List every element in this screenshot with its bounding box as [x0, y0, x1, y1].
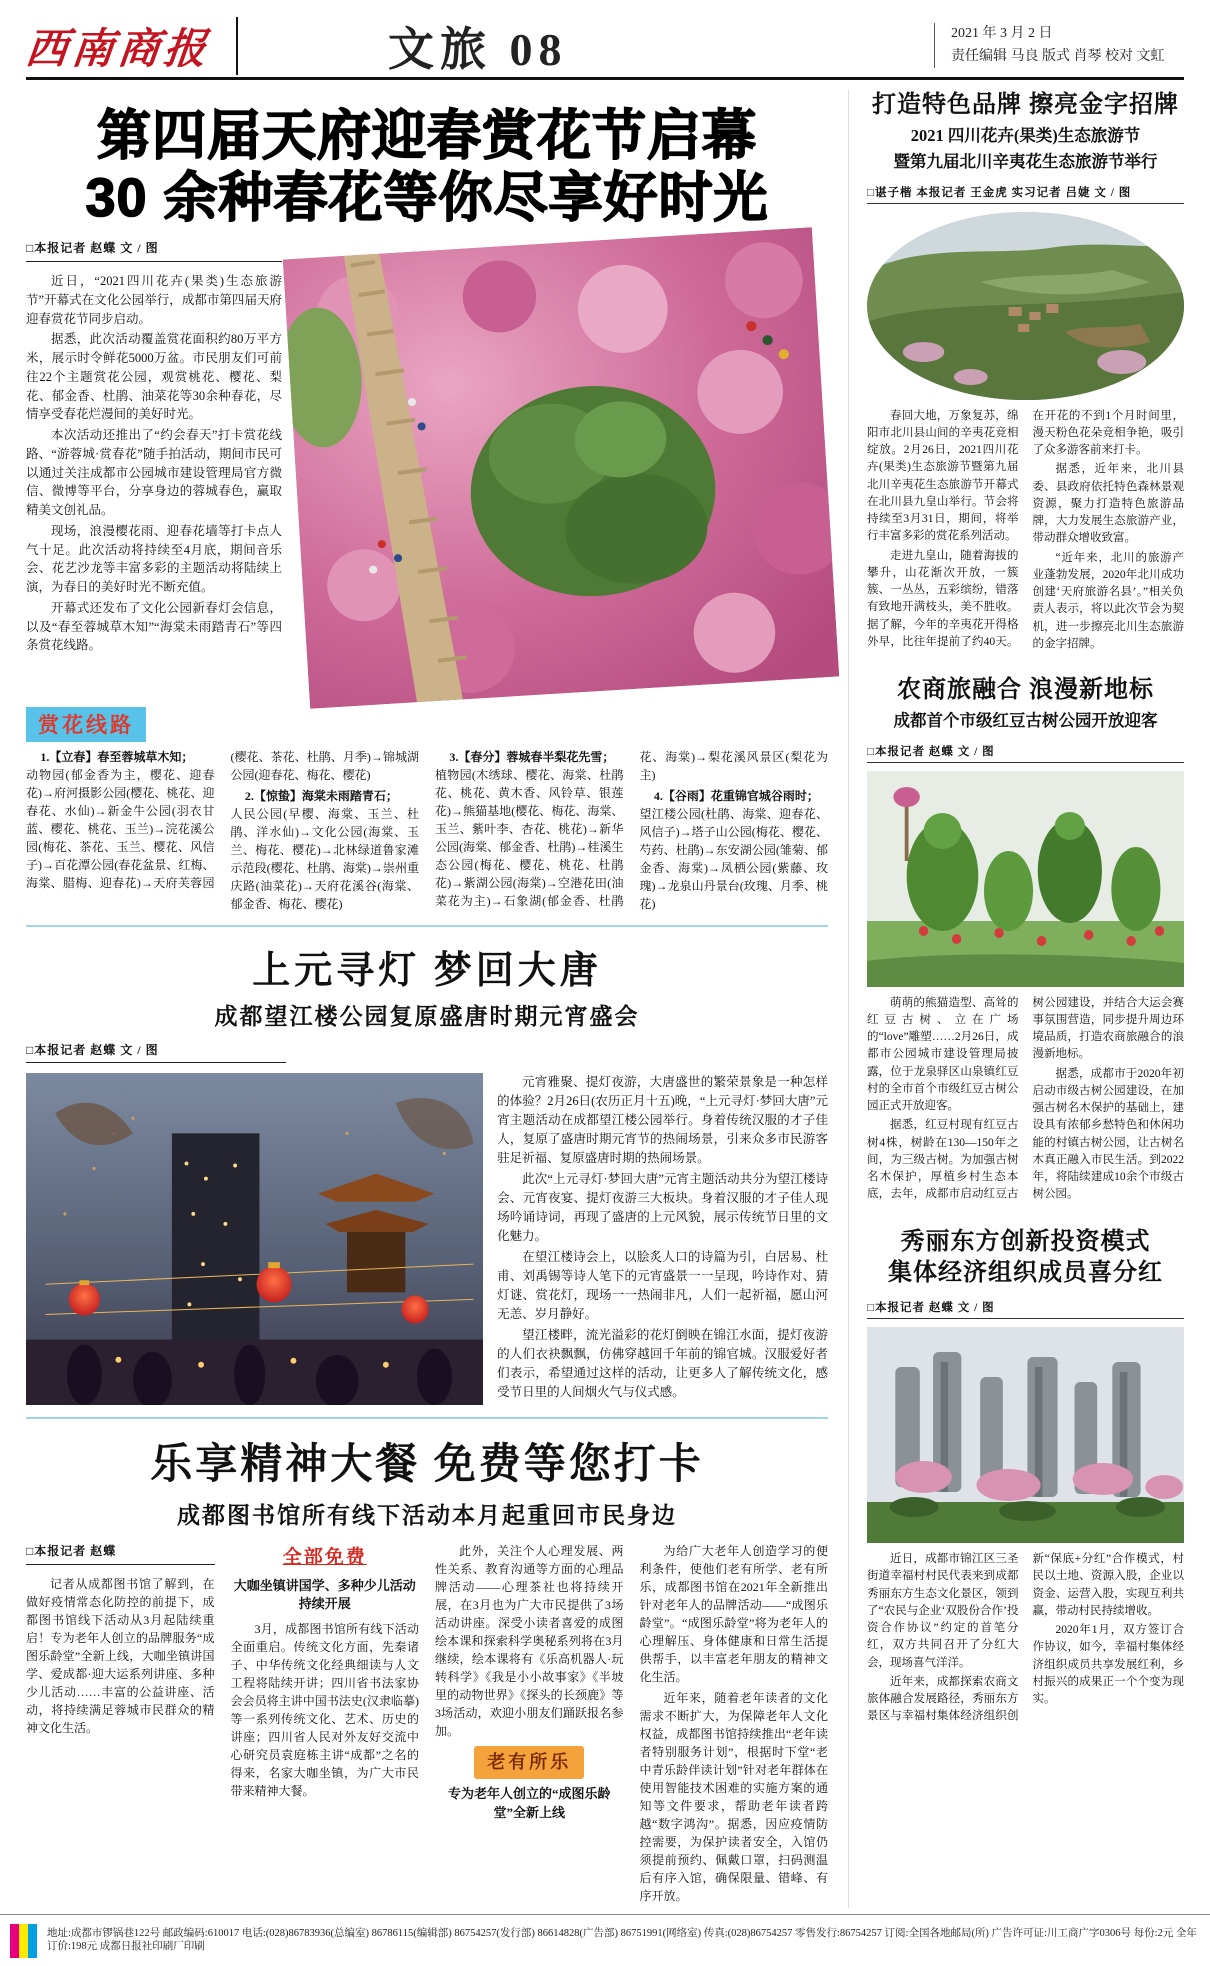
library-column4-text: 近年来，随着老年读者的文化需求不断扩大，为保障老年人文化权益，成都图书馆持续推出“老年读者特别服务计划”，根据时下堂“老中青乐龄伴读计划”针对老年群体在使用智能技术困难的实施方案的通知等文件要求，帮助老年读者跨越“数字鸿沟”。据悉，因应疫情防控需要，为保护读者安全，入馆仍须提前预约、佩戴口罩，扫码测温后有序入馆，确保限量、错峰、有序开放。: [639, 1691, 828, 1904]
main-article-paragraph: 本次活动还推出了“约会春天”打卡赏花线路、“游蓉城·赏春花”随手拍活动，期间市民可以通过关注成都市公园城市建设管理局官方微信、微博等平台，分享身边的蓉城春色，赢取精美文创礼品。: [26, 428, 282, 518]
lantern-paragraph: 元宵雅聚、提灯夜游，大唐盛世的繁荣景象是一种怎样的体验？2月26日(农历正月十五)晚，“上元寻灯·梦回大唐”元宵主题活动在成都望江楼公园举行。身着传统汉服的才子佳人，复原了盛唐时期元宵节的热闹场景，引来众多市民游客驻足祈福、复原盛唐时期的热闹场景。: [497, 1075, 828, 1166]
lantern-paragraph: 此次“上元寻灯·梦回大唐”元宵主题活动共分为望江楼诗会、元宵夜宴、提灯夜游三大板块。身着汉服的才子佳人现场吟诵诗词，再现了盛唐的上元风貌，展示传统节日里的文化魅力。: [497, 1172, 828, 1244]
mountain-village-photo-art: [867, 212, 1184, 400]
library-column-2: [231, 1542, 420, 1908]
brand-article: [867, 90, 1184, 653]
flower-routes-list: [26, 748, 828, 913]
dividend-headline-line2: 集体经济组织成员喜分红: [888, 1259, 1163, 1286]
scenic-rocks-photo: [867, 1327, 1184, 1543]
route-path: 望江楼公园(杜鹃、海棠、迎春花、风信子)→塔子山公园(梅花、樱花、芍药、杜鹃)→东安湖公园(雏菊、郁金香、海棠)→凤栖公园(紫藤、玫瑰)→龙泉山丹景台(玫瑰、月季、桃花): [639, 807, 828, 912]
library-subhead: 成都图书馆所有线下活动本月起重回市民身边: [177, 1503, 677, 1529]
lantern-article: [26, 939, 828, 1405]
redbean-article: [867, 675, 1184, 1204]
route-title: 2.【惊蛰】海棠未雨踏青石；: [244, 789, 398, 804]
library-column-3: [435, 1542, 624, 1908]
brand-subhead-line1: 2021 四川花卉(果类)生态旅游节: [910, 126, 1141, 146]
route-path: 人民公园(早樱、海棠、玉兰、杜鹃、洋水仙)→文化公园(海棠、玉兰、梅花、樱花)→北林绿道鲁家滩示范段(樱花、杜鹃、海棠)→崇州重庆路(油菜花)→天府花溪谷(海棠、郁金香、梅花、樱花): [230, 807, 419, 912]
lantern-paragraph: 望江楼畔，流光溢彩的花灯倒映在锦江水面，提灯夜游的人们衣袂飘飘，仿佛穿越回千年前的锦官城。汉服爱好者们表示，希望通过这样的活动，让更多人了解传统文化，感受节日里的人间烟火气与仪式感。: [497, 1328, 828, 1400]
issue-date: 2021 年 3 月 2 日: [950, 26, 1053, 42]
library-section2-title: 老有所乐: [474, 1746, 584, 1779]
redbean-byline: □本报记者 赵蝶 文 / 图: [867, 743, 1184, 763]
lantern-headline: 上元寻灯 梦回大唐: [252, 950, 602, 993]
library-article-columns: [26, 1542, 828, 1908]
blossom-aerial-photo-art: [283, 227, 839, 709]
route-path: 动物园(郁金香为主，樱花、迎春花)→府河摄影公园(樱花、桃花、迎春花、水仙)→新金牛公园(羽衣甘蓝、樱花、桃花、玉兰)→浣花溪公园(梅花、茶花、玉兰、樱花、风信子)→百花潭公园(春花盆景、红梅、海棠、腊梅、迎春花)→天府芙蓉园(樱花、茶花、杜鹃、月季)→锦城湖公园(迎春花、梅花、樱花): [26, 750, 419, 891]
editors-line: 责任编辑 马良 版式 肖琴 校对 文虹: [950, 48, 1165, 64]
brand-paragraph: 春回大地，万象复苏，绵阳市北川县山间的辛夷花竞相绽放。2月26日，2021四川花卉(果类)生态旅游节暨第九届北川辛夷花生态旅游节开幕式在北川县九皇山举行。节会将持续至3月31日，期间，将举行丰富多彩的赏花系列活动。: [867, 409, 1019, 543]
section-divider-blue: [26, 925, 828, 927]
yellow-bar: [19, 1924, 28, 1958]
masthead-divider: [236, 17, 238, 75]
lantern-article-row: [26, 1073, 828, 1405]
route-title: 4.【谷雨】花重锦官城谷雨时；: [653, 789, 819, 804]
main-article-paragraph: 据悉，此次活动覆盖赏花面积约80万平方米，展示时令鲜花5000万盆。市民朋友们可前往22个主题赏花公园，观赏桃花、樱花、梨花、郁金香、杜鹃、油菜花等30余种春花，尽情享受春花烂漫间的美好时光。: [26, 332, 282, 422]
blossom-aerial-photo-wrap: [294, 239, 828, 693]
main-article-byline: □本报记者 赵蝶 文 / 图: [26, 239, 282, 262]
dividend-paragraph: 近日，成都市锦江区三圣街道幸福村村民代表来到成都秀丽东方生态文化景区，领到了“农民与企业‘双股份合作’投资合作协议”约定的首笔分红，双方共同召开了分红大会，现场喜气洋洋。: [867, 1553, 1019, 1669]
newspaper-logo: 西南商报: [23, 26, 213, 73]
library-section1-title: 全部免费: [282, 1547, 367, 1569]
cyan-bar: [28, 1924, 37, 1958]
main-column: [26, 90, 828, 1908]
right-rail: [848, 90, 1184, 1908]
main-article-paragraph: 现场，浪漫樱花雨、迎春花墙等打卡点人气十足。此次活动将持续至4月底，期间音乐会、花艺沙龙等丰富多彩的主题活动将陆续上演，为春日的美好时光不断充值。: [26, 523, 282, 595]
brand-subhead-line2: 暨第九届北川辛夷花生态旅游节举行: [893, 152, 1158, 172]
route-item: [640, 787, 829, 913]
library-column-4: [640, 1542, 829, 1908]
library-section1-subtitle: 大咖坐镇讲国学、多种少儿活动持续开展: [233, 1577, 416, 1612]
main-headline-line2: 30 余种春花等你尽享好时光: [85, 167, 769, 228]
date-editors-block: [934, 23, 1184, 68]
library-headline: 乐享精神大餐 免费等您打卡: [150, 1442, 704, 1489]
redbean-paragraph: 据悉，红豆村现有红豆古树4株，树龄在130—150年之间，为三级古树。为加强古树名木保护，厚植乡村生态本底，去年，成都市启动红豆古树公园建设，并结合大运会赛事氛围营造，同步提升周边环境品质，打造农商旅融合的浪漫新地标。: [867, 996, 1184, 1201]
main-article-paragraph: 近日，“2021四川花卉(果类)生态旅游节”开幕式在文化公园举行，成都市第四届天府迎春赏花节同步启动。: [26, 274, 282, 326]
scenic-rocks-photo-art: [867, 1327, 1184, 1543]
main-article-paragraph: 开幕式还发布了文化公园新春灯会信息，以及“春至蓉城草木知”“海棠未雨踏青石”等四条赏花线路。: [26, 600, 282, 653]
print-color-bars: [10, 1924, 37, 1958]
main-headline-line1: 第四届天府迎春赏花节启幕: [97, 106, 757, 166]
library-section1-body: 3月，成都图书馆所有线下活动全面重启。传统文化方面，先秦诸子、中华传统文化经典细读与人文工程将陆续开讲；四川省书法家协会会员将主讲中国书法史(汉隶临摹)等一系列传统文化、艺术、历史的讲座；四川省人民对外友好交流中心研究员袁庭栋主讲“成都”之名的得来，名家大咖坐镇，为广大市民带来精神大餐。: [230, 1622, 419, 1799]
footer-text: 地址:成都市锣锅巷122号 邮政编码:610017 电话:(028)86783936(总编室) 86786115(编辑部) 86754257(发行部) 86614828(广告部) 86751991(网络室) 传真:(028)86754257 零售发行:86754257 订阅:全国各地邮局(所) 广告许可证:川工商广字0306号 每份:2元 全年订价:198元 成都日报社印刷厂印刷: [47, 1927, 1197, 1952]
dividend-article-text: [867, 1551, 1184, 1726]
brand-byline: □谌子楷 本报记者 王金虎 实习记者 吕婕 文 / 图: [867, 184, 1184, 204]
library-column3-text: 此外，关注个人心理发展、两性关系、教育沟通等方面的心理品牌活动——心理茶社也将持续开展，在3月也为广大市民提供了3场活动讲座。深受小读者喜爱的成图绘本课和探索科学奥秘系列将在3月继续，绘本课将有《乐高机器人·玩转科学》《我是小小故事家》《半坡里的动物世界》《探头的长颈鹿》等3场活动，欢迎小朋友们踊跃报名参加。: [435, 1544, 624, 1739]
dividend-headline-line1: 秀丽东方创新投资模式: [900, 1228, 1151, 1255]
masthead: [23, 14, 1184, 80]
redbean-headline: 农商旅融合 浪漫新地标: [897, 677, 1154, 704]
lantern-byline: □本报记者 赵蝶 文 / 图: [26, 1041, 286, 1063]
brand-article-text: [867, 408, 1184, 654]
main-article-row: [26, 239, 828, 693]
brand-paragraph: 走进九皇山，随着海拔的攀升，山花渐次开放，一簇簇、一丛丛，五彩缤纷，错落有致地开满枝头，美不胜收。据了解，今年的辛夷花开得格外早，比往年提前了约40天。在开花的不到1个月时间里，漫天粉色花朵竞相争艳，吸引了众多游客前来打卡。: [867, 409, 1184, 648]
route-title: 1.【立春】春至蓉城草木知；: [40, 750, 194, 765]
lantern-subhead: 成都望江楼公园复原盛唐时期元宵盛会: [214, 1004, 640, 1030]
main-headline: [26, 106, 828, 229]
page-content: [26, 90, 1184, 1908]
route-item: [231, 787, 420, 913]
topiary-park-photo: [867, 771, 1184, 987]
redbean-paragraph: 据悉，成都市于2020年初启动市级古树公园建设，在加强古树名木保护的基础上，建设具有浓郁乡愁特色和休闲功能的村镇古树公园，让古树名木真正融入市民生活。到2022年，将陆续建成10余个市级古树公园。: [1032, 1067, 1184, 1201]
lantern-paragraph: 在望江楼诗会上，以脍炙人口的诗篇为引，白居易、杜甫、刘禹锡等诗人笔下的元宵盛景一一呈现，吟诗作对、猜灯谜、赏花灯，现场一一热闹非凡，人们一起祈福，愿山河无恙、岁月静好。: [497, 1250, 828, 1322]
magenta-bar: [10, 1924, 19, 1958]
library-column-1: [26, 1542, 215, 1908]
mountain-village-photo: [867, 212, 1184, 400]
dividend-paragraph: 近年来，成都探索农商文旅体融合发展路径，秀丽东方景区与幸福村集体经济组织创新“保底+分红”合作模式，村民以土地、资源入股，企业以资金、运营入股，实现互利共赢，带动村民持续增收。: [867, 1553, 1184, 1723]
dividend-paragraph: 2020年1月，双方签订合作协议，如今，幸福村集体经济组织成员共享发展红利，乡村振兴的成果正一个个变为现实。: [1032, 1624, 1184, 1706]
brand-paragraph: 据悉，近年来，北川县委、县政府依托特色森林景观资源，聚力打造特色旅游品牌，大力发展生态旅游产业，带动群众增收致富。: [1032, 463, 1184, 545]
library-section2-body: 为给广大老年人创造学习的便利条件，使他们老有所学、老有所乐，成都图书馆在2021年全新推出针对老年人的品牌活动——“成图乐龄堂”。“成图乐龄堂”将为老年人的心理解压、身体健康和日常生活提供帮手，以丰富老年朋友的精神文化生活。: [639, 1544, 828, 1685]
topiary-park-photo-art: [867, 771, 1184, 987]
route-path: 植物园(木绣球、樱花、海棠、杜鹃花、桃花、黄木香、风铃草、银莲花)→熊猫基地(樱花、梅花、海棠、玉兰、紫叶李、杏花、桃花)→新华公园(海棠、郁金香、杜鹃)→桂溪生态公园(梅花、樱花、桃花、杜鹃花)→紫湖公园(海棠)→空港花田(油菜花为主)→石象湖(郁金香、杜鹃花、海棠)→梨花溪风景区(梨花为主): [435, 750, 828, 909]
dividend-article: [867, 1227, 1184, 1726]
library-section2-subtitle: 专为老年人创立的“成图乐龄堂”全新上线: [447, 1786, 611, 1820]
page-footer: [0, 1914, 1210, 1966]
blossom-aerial-photo: [283, 227, 839, 709]
section-divider-blue: [26, 1417, 828, 1419]
library-byline: □本报记者 赵蝶: [26, 1542, 215, 1565]
brand-headline: 打造特色品牌 擦亮金字招牌: [872, 92, 1179, 118]
flower-routes-label: 赏花线路: [26, 707, 146, 742]
dividend-byline: □本报记者 赵蝶 文 / 图: [867, 1299, 1184, 1319]
lantern-night-photo-art: [26, 1073, 483, 1405]
lantern-article-text: [497, 1073, 828, 1405]
library-article: [26, 1431, 828, 1908]
route-title: 3.【春分】蓉城春半梨花先雪；: [449, 750, 615, 765]
brand-paragraph: “近年来，北川的旅游产业蓬勃发展，2020年北川成功创建‘天府旅游名县’。”相关负责人表示，将以此次节会为契机，进一步擦亮北川生态旅游的金字招牌。: [1032, 551, 1184, 650]
page-title: 文旅 08: [388, 23, 568, 75]
redbean-paragraph: 萌萌的熊猫造型、高耸的红豆古树、立在广场的“love”雕塑……2月26日，成都市公园城市建设管理局披露，位于龙泉驿区山泉镇红豆村的全市首个市级红豆古树公园正式开放迎客。: [867, 996, 1019, 1113]
redbean-article-text: [867, 995, 1184, 1205]
flower-routes-box: [26, 707, 828, 913]
lantern-night-photo: [26, 1073, 483, 1405]
main-article-text: [26, 239, 282, 693]
redbean-subhead: 成都首个市级红豆古树公园开放迎客: [893, 711, 1158, 731]
library-intro: 记者从成都图书馆了解到，在做好疫情常态化防控的前提下，成都图书馆线下活动从3月起陆续重启！专为老年人创立的品牌服务“成图乐龄堂”全新上线，大咖坐镇讲国学、爱成都·迎大运系列讲座、多种少儿活动……丰富的公益讲座、活动，将持续满足蓉城市民群众的精神文化生活。: [26, 1577, 215, 1736]
